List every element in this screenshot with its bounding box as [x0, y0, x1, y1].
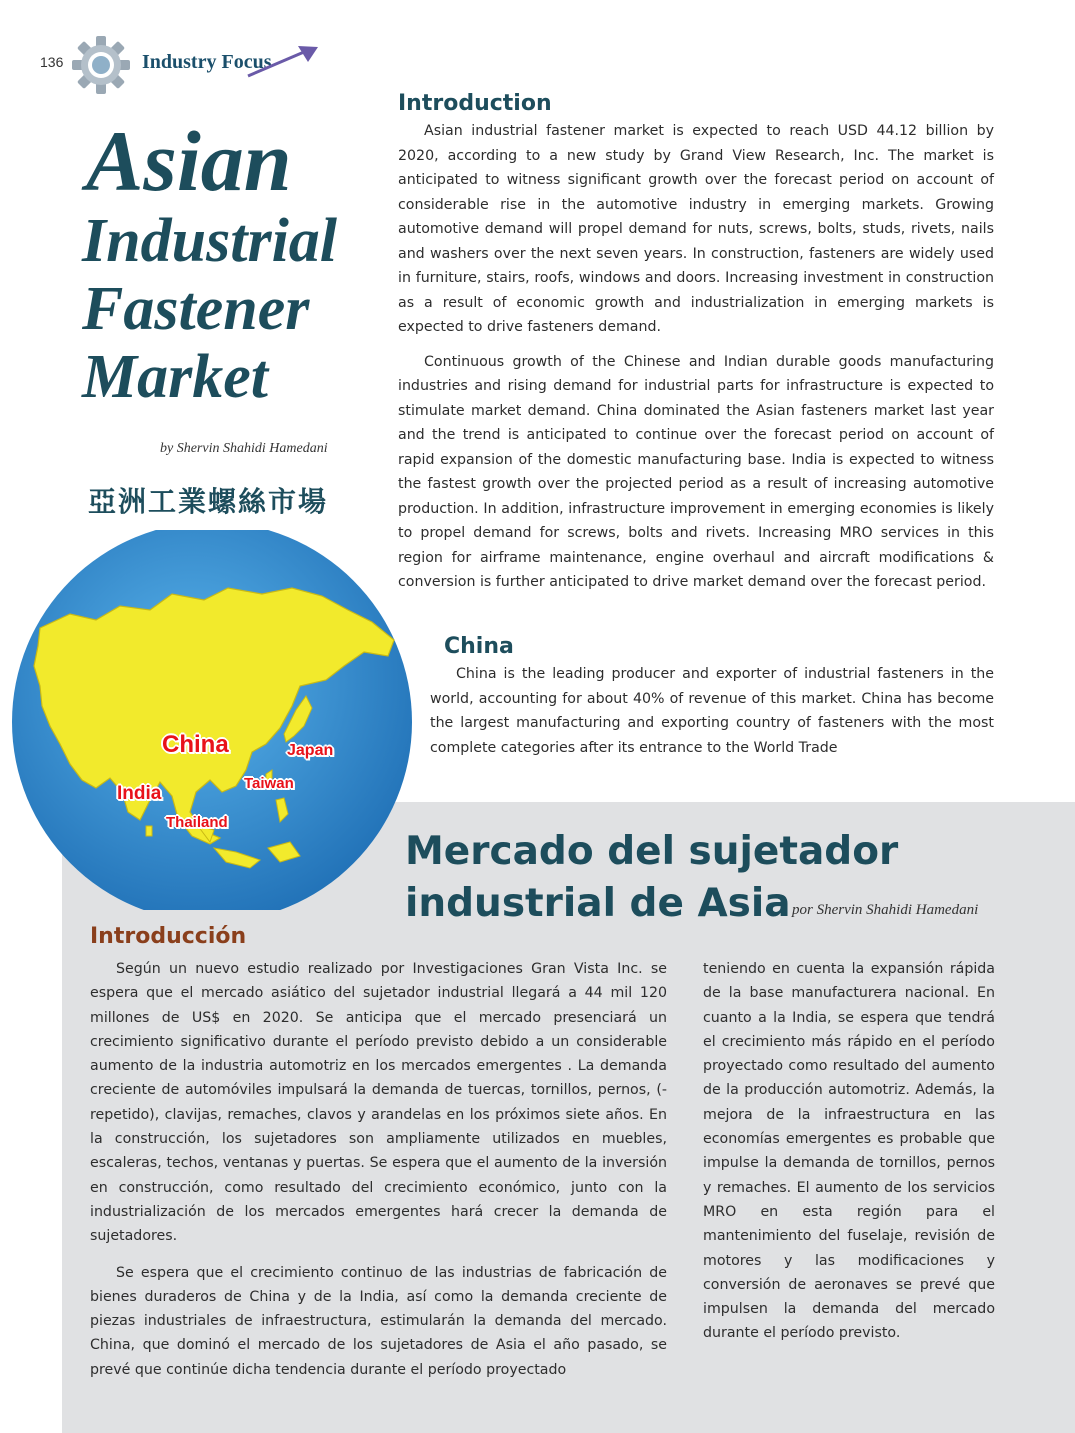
intro-paragraph-2: Continuous growth of the Chinese and Indian durable goods manufacturing industries and rising demand for industrial parts for infrastructure is expected to stimulate market demand. China dominated the Asian fasteners market last year and the trend is anticipated to continue over the forecast period on account of rapid expansion of the domestic manufacturing base. India is expected to witness the fastest growth over the projected period as a result of increasing automotive production. In addition, infrastructure improvement in emerging economies is likely to propel demand for screws, bolts and rivets. Increasing MRO services in this region for airframe maintenance, engine overhaul and aircraft modifications & conversion is further anticipated to drive market demand over the forecast period. [398, 353, 994, 590]
article-title [82, 113, 382, 411]
intro-heading: Introduction [398, 91, 552, 116]
spanish-paragraph-1: Según un nuevo estudio realizado por Investigaciones Gran Vista Inc. se espera que el mercado asiático del sujetador industrial llegará a 44 mil 120 millones de US$ en 2020. Se anticipa que el mercado presenciará un crecimiento significativo durante el período previsto debido a un considerable aumento de la industria automotriz en los mercados emergentes . La demanda creciente de automóviles impulsará la demanda de tuercas, tornillos, pernos, (-repetido), clavijas, remaches, clavos y arandelas en los próximos siete años. En la construcción, los sujetadores son ampliamente utilizados en muebles, escaleras, techos, ventanas y puertas. Se espera que el aumento de la inversión en construcción, como resultado del crecimiento económico, junto con la industrialización de los mercados emergentes hará crecer la demanda de sujetadores. [90, 961, 667, 1245]
section-label: Industry Focus [142, 51, 272, 73]
spanish-intro-heading: Introducción [90, 924, 247, 949]
title-line-4: Market [82, 343, 268, 411]
spanish-paragraph-2: Se espera que el crecimiento continuo de las industrias de fabricación de bienes duraderos de China y de la India, así como la demanda creciente de piezas industriales de infraestructura, estimularán la demanda del mercado. China, que dominó el mercado de los sujetadores de Asia el año pasado, se prevé que continúe dicha tendencia durante el período proyectado [90, 1264, 667, 1378]
intro-paragraph-1: Asian industrial fastener market is expected to reach USD 44.12 billion by 2020, according to a new study by Grand View Research, Inc. The market is anticipated to witness significant growth over the forecast period on account of considerable rise in the automotive industry in emerging markets. Growing automotive demand will propel demand for nuts, screws, bolts, studs, rivets, nails and washers over the next seven years. In construction, fasteners are widely used in furniture, stairs, roofs, windows and doors. Increasing investment in construction as a result of economic growth and industrialization in emerging markets is expected to drive fasteners demand. [398, 123, 994, 335]
spanish-title-line-1: Mercado del sujetador [405, 829, 899, 874]
gear-icon [70, 34, 132, 96]
spanish-paragraph-3: teniendo en cuenta la expansión rápida de la base manufacturera nacional. En cuanto a la India, se espera que tendrá el crecimiento más rápido en el período proyectado como resultado del aumento de la producción automotriz. Además, la mejora de la infraestructura en las economías emergentes es probable que impulse la demanda de tornillos, pernos y remaches. El aumento de los servicios MRO en esta región para el mantenimiento del fuselaje, revisión de motores y las modificaciones y conversión de aeronaves se prevé que impulsen la demanda del mercado durante el período previsto. [703, 961, 995, 1342]
map-label-taiwan: Taiwan [244, 775, 294, 792]
sri-lanka [146, 826, 152, 836]
map-label-india: India [117, 783, 162, 804]
map-label-china: China [162, 731, 229, 758]
china-heading: China [444, 634, 514, 659]
map-label-japan: Japan [287, 742, 334, 759]
title-line-2: Industrial [82, 207, 338, 275]
title-line-3: Fastener [82, 275, 310, 343]
asia-map [0, 530, 420, 910]
spanish-column-2 [703, 957, 995, 1346]
spanish-column-1 [90, 957, 667, 1382]
title-line-1: Asian [86, 113, 292, 209]
chinese-title: 亞洲工業螺絲市場 [88, 485, 329, 518]
china-paragraph: China is the leading producer and exporter of industrial fasteners in the world, accounting for about 40% of revenue of this market. China has become the largest manufacturing and exporting country of fasteners with the most complete categories after its entrance to the World Trade [430, 666, 994, 756]
arrow-icon [246, 44, 320, 78]
page-number: 136 [40, 54, 64, 70]
english-china-section [430, 634, 994, 760]
spanish-byline: por Shervin Shahidi Hamedani [792, 902, 979, 918]
spanish-title-line-2: industrial de Asia [405, 881, 791, 926]
byline: by Shervin Shahidi Hamedani [160, 441, 328, 456]
english-intro-section [398, 91, 994, 595]
map-label-thailand: Thailand [166, 814, 228, 831]
